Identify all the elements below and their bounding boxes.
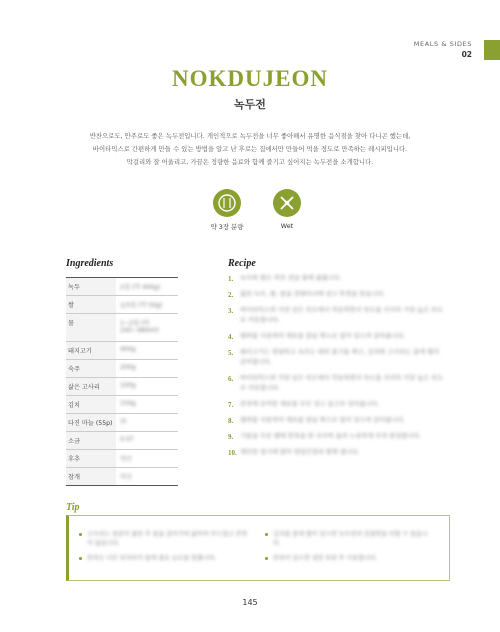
recipe-step <box>228 274 446 284</box>
step-text: 기름을 두른 팬에 반죽을 한 국자씩 올려 노릇하게 부쳐 완성합니다. <box>240 433 422 440</box>
table-row <box>66 468 178 485</box>
table-row <box>66 278 178 296</box>
table-row <box>66 432 178 450</box>
page-title: NOKDUJEON <box>172 66 328 91</box>
ingredient-qty: 1~2컵 (약 240~480ml) <box>120 320 159 334</box>
recipe-step <box>228 290 446 300</box>
wet-blades-icon <box>273 189 301 217</box>
ingredient-name: 후추 <box>66 450 116 467</box>
ingredient-name: 다진 마늘 (55p) <box>66 414 116 431</box>
step-text: 바이타믹스의 가장 낮은 속도에서 작동하면서 속도를 서서히 가장 높은 속도로 이동합니다. <box>240 307 443 324</box>
recipe-step <box>228 306 446 326</box>
servings-label: 약 3장 분량 <box>210 223 244 231</box>
ingredient-name: 삶은 고사리 <box>66 378 116 395</box>
intro-paragraph <box>60 130 440 169</box>
step-text: 녹두와 쌀은 하루 전날 물에 불립니다. <box>240 275 342 282</box>
recipe-step <box>228 400 446 410</box>
tip-text: 고사리는 충분히 불린 후 물을 갈아가며 삶아야 부드럽고 쓴맛이 없습니다. <box>87 531 248 547</box>
tip-item <box>79 554 249 563</box>
table-row <box>66 414 178 432</box>
tip-item <box>265 554 435 563</box>
ingredient-qty: 1/3컵 (약 50g) <box>120 302 163 309</box>
tip-text: 반죽은 너무 되직하지 않게 물로 농도를 맞춥니다. <box>87 555 217 562</box>
tip-item <box>79 530 249 548</box>
ingredient-qty: 1t <box>120 418 127 425</box>
ingredient-qty: 150g <box>120 400 136 407</box>
tip-text: 반죽이 남으면 냉장 보관 후 사용합니다. <box>273 555 378 562</box>
table-row <box>66 396 178 414</box>
ingredient-name: 김치 <box>66 396 116 413</box>
step-number: 2. <box>228 291 234 299</box>
section-tag <box>380 40 500 62</box>
table-row <box>66 296 178 314</box>
step-number: 8. <box>228 417 234 425</box>
step-text: 바이타믹스의 가장 낮은 속도에서 작동하면서 속도를 서서히 가장 높은 속도로 이동합니다. <box>240 375 443 392</box>
section-number: 02 <box>461 50 472 59</box>
table-row <box>66 450 178 468</box>
tip-box <box>66 515 450 581</box>
recipe-step <box>228 348 446 368</box>
ingredient-qty: 400g <box>120 346 136 353</box>
intro-line: 막걸리와 잘 어울리고, 가끔은 정량한 음료와 함께 즐기고 싶어지는 녹두전을 소개합니다. <box>126 158 374 166</box>
ingredient-qty: 200g <box>120 364 136 371</box>
page-number: 145 <box>242 598 258 607</box>
recipe-steps <box>228 274 446 464</box>
ingredient-name: 참개 <box>66 468 116 485</box>
step-number: 10. <box>228 449 237 457</box>
ingredient-name: 숙주 <box>66 360 116 377</box>
table-row <box>66 378 178 396</box>
step-text: 돼지고기는 양념하고 숙주는 데쳐 물기를 짜고, 김치와 고사리는 잘게 썰어 준비합니다. <box>240 349 439 366</box>
recipe-step <box>228 432 446 442</box>
section-color-bar <box>484 40 500 60</box>
step-text: 탬퍼를 사용하여 재료를 칼날 쪽으로 밀어 넣으며 갈아줍니다. <box>240 417 406 424</box>
ingredients-table <box>66 277 178 486</box>
step-number: 3. <box>228 307 234 315</box>
step-number: 6. <box>228 375 234 383</box>
ingredient-name: 녹두 <box>66 278 116 295</box>
page-subtitle: 녹두전 <box>234 98 266 111</box>
step-number: 7. <box>228 401 234 409</box>
step-number: 1. <box>228 275 234 283</box>
ingredient-name: 소금 <box>66 432 116 449</box>
ingredient-qty: 약간 <box>120 456 132 463</box>
tip-column-right <box>265 530 435 569</box>
step-text: 깨끗한 접시에 담아 양념간장과 함께 냅니다. <box>240 449 360 456</box>
ingredient-qty: 0.5T <box>120 436 134 443</box>
container-type-label: Wet <box>280 222 294 230</box>
recipe-step <box>228 416 446 426</box>
ingredients-heading: Ingredients <box>66 258 114 269</box>
tip-item <box>265 530 435 548</box>
intro-line: 바이타믹스로 간편하게 만들 수 있는 방법을 알고 난 후로는 집에서만 만들어 먹을 정도로 만족하는 레시피입니다. <box>92 145 408 153</box>
step-number: 5. <box>228 349 234 357</box>
section-label: MEALS & SIDES <box>413 40 472 48</box>
recipe-heading: Recipe <box>228 258 256 269</box>
ingredient-name: 물 <box>66 314 116 341</box>
ingredient-qty: 약간 <box>120 474 132 481</box>
table-row <box>66 314 178 342</box>
step-number: 9. <box>228 433 234 441</box>
bullet-icon <box>79 557 82 560</box>
recipe-step <box>228 374 446 394</box>
recipe-step <box>228 332 446 342</box>
bullet-icon <box>265 533 268 536</box>
tip-text: 김치를 잘게 썰어 넣으면 녹두전의 감칠맛을 더할 수 있습니다. <box>273 531 428 547</box>
bullet-icon <box>79 533 82 536</box>
bullet-icon <box>265 557 268 560</box>
step-text: 불린 녹두, 쌀, 물을 컨테이너에 넣고 뚜껑을 닫습니다. <box>240 291 386 298</box>
recipe-step <box>228 448 446 458</box>
step-text: 반죽에 준비한 재료를 모두 넣고 골고루 섞어줍니다. <box>240 401 380 408</box>
tip-column-left <box>79 530 249 569</box>
ingredient-qty: 100g <box>120 382 136 389</box>
step-number: 4. <box>228 333 234 341</box>
ingredient-name: 쌀 <box>66 296 116 313</box>
table-row <box>66 360 178 378</box>
ingredient-qty: 2컵 (약 400g) <box>120 284 161 291</box>
ingredient-name: 돼지고기 <box>66 342 116 359</box>
step-text: 탬퍼를 사용하여 재료를 칼날 쪽으로 밀어 넣으며 갈아줍니다. <box>240 333 406 340</box>
plate-utensils-icon <box>213 189 241 217</box>
intro-line: 반찬으로도, 안주로도 좋은 녹두전입니다. 개인적으로 녹두전을 너무 좋아해서 유명한 음식점을 찾아 다니곤 했는데, <box>89 132 411 140</box>
tip-heading: Tip <box>66 502 80 513</box>
table-row <box>66 342 178 360</box>
